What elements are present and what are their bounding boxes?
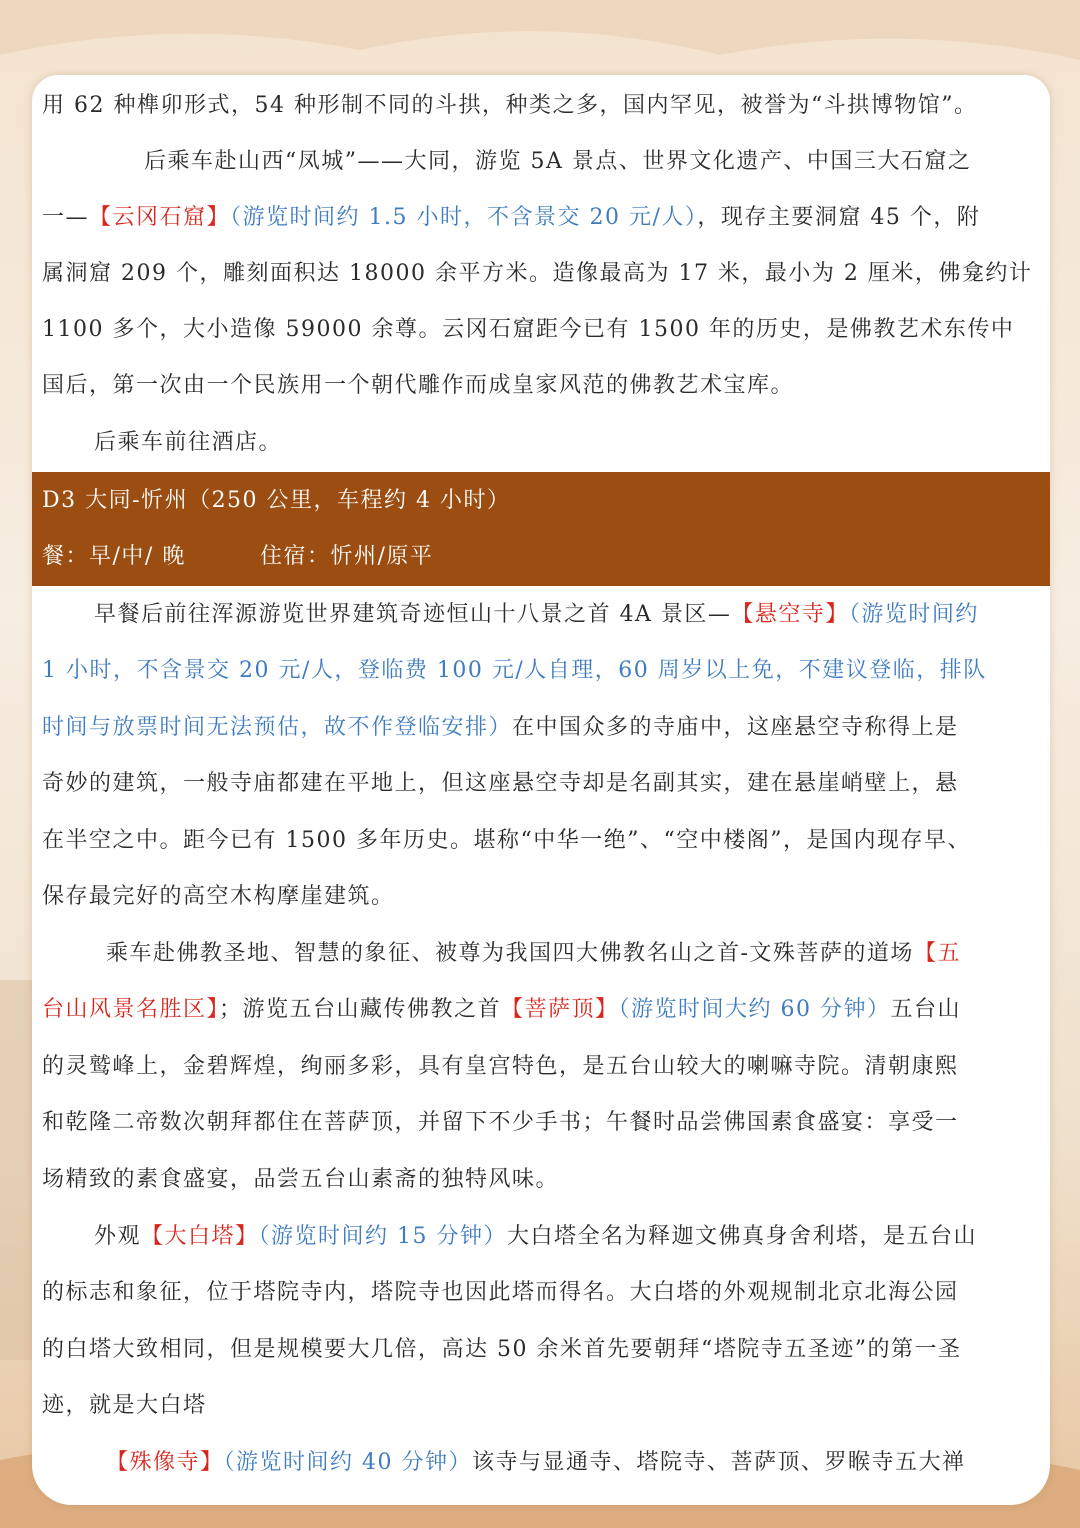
text-span: 外观 <box>94 1224 142 1249</box>
text-span: 一— <box>42 205 90 230</box>
attraction-wutaishan: 台山风景名胜区】 <box>42 997 220 1022</box>
paragraph-line: 的标志和象征，位于塔院寺内，塔院寺也因此塔而得名。大白塔的外观规制北京北海公园 <box>42 1280 959 1305</box>
paragraph-line <box>94 600 979 630</box>
paragraph-line <box>42 995 961 1025</box>
paragraph-line <box>106 1448 966 1478</box>
paragraph-line: 迹，就是大白塔 <box>42 1393 207 1418</box>
visit-time-note: （游览时间约 40 分钟） <box>223 1450 472 1475</box>
day3-header-band <box>32 472 1050 586</box>
paragraph-line: 后乘车前往酒店。 <box>94 430 283 455</box>
visit-time-note: （游览时间约 15 分钟） <box>258 1224 508 1249</box>
paragraph-line <box>42 203 980 233</box>
attraction-hanging-temple: 【悬空寺】 <box>731 602 849 627</box>
paragraph-line <box>94 1222 977 1252</box>
text-span: 乘车赴佛教圣地、智慧的象征、被尊为我国四大佛教名山之首-文殊菩萨的道场 <box>106 941 914 966</box>
paragraph-line: 属洞窟 209 个，雕刻面积达 18000 余平方米。造像最高为 17 米，最小为 2 厘米，佛龛约计 <box>42 261 1033 286</box>
attraction-shuxiang-temple: 【殊像寺】 <box>106 1450 224 1475</box>
day3-accommodation: 住宿：忻州/原平 <box>260 544 434 569</box>
text-span: 该寺与显通寺、塔院寺、菩萨顶、罗睺寺五大禅 <box>472 1450 966 1475</box>
day3-title: D3 大同-忻州（250 公里，车程约 4 小时） <box>42 488 511 513</box>
paragraph-line: 后乘车赴山西“凤城”——大同，游览 5A 景点、世界文化遗产、中国三大石窟之 <box>144 149 972 174</box>
text-span: 早餐后前往浑源游览世界建筑奇迹恒山十八景之首 4A 景区— <box>94 602 732 627</box>
itinerary-card <box>32 75 1050 1505</box>
attraction-wutaishan: 【五 <box>913 941 961 966</box>
visit-time-note: 时间与放票时间无法预估，故不作登临安排） <box>42 715 513 740</box>
paragraph-line: 国后，第一次由一个民族用一个朝代雕作而成皇家风范的佛教艺术宝库。 <box>42 373 795 398</box>
visit-time-note: （游览时间约 1.5 小时，不含景交 20 元/人） <box>230 205 698 230</box>
visit-time-note: （游览时间约 <box>848 602 979 627</box>
attraction-great-white-pagoda: 【大白塔】 <box>141 1224 259 1249</box>
paragraph-line: 用 62 种榫卯形式，54 种形制不同的斗拱，种类之多，国内罕见，被誉为“斗拱博物馆”。 <box>42 93 978 118</box>
day3-meals: 餐：早/中/ 晚 <box>42 544 186 569</box>
text-span: 在中国众多的寺庙中，这座悬空寺称得上是 <box>512 715 959 740</box>
attraction-yungang-grottoes: 【云冈石窟】 <box>89 205 231 230</box>
paragraph-line: 奇妙的建筑，一般寺庙都建在平地上，但这座悬空寺却是名副其实，建在悬崖峭壁上，悬 <box>42 771 959 796</box>
visit-time-note: 1 小时，不含景交 20 元/人，登临费 100 元/人自理，60 周岁以上免，不建议登临，排队 <box>42 658 987 683</box>
top-cloud-pattern <box>0 0 1080 60</box>
paragraph-line <box>106 939 961 969</box>
visit-time-note: （游览时间大约 60 分钟） <box>618 997 891 1022</box>
paragraph-line: 1100 多个，大小造像 59000 余尊。云冈石窟距今已有 1500 年的历史，是佛教艺术东传中 <box>42 317 1015 342</box>
paragraph-line: 的灵鹫峰上，金碧辉煌，绚丽多彩，具有皇宫特色，是五台山较大的喇嘛寺院。清朝康熙 <box>42 1054 959 1079</box>
paragraph-line: 在半空之中。距今已有 1500 多年历史。堪称“中华一绝”、“空中楼阁”，是国内现存早、 <box>42 828 971 853</box>
text-span: 大白塔全名为释迦文佛真身舍利塔，是五台山 <box>507 1224 978 1249</box>
attraction-pusading: 【菩萨顶】 <box>501 997 619 1022</box>
paragraph-line: 的白塔大致相同，但是规模要大几倍，高达 50 余米首先要朝拜“塔院寺五圣迹”的第一圣 <box>42 1337 962 1362</box>
text-span: ；游览五台山藏传佛教之首 <box>219 997 502 1022</box>
paragraph-line: 和乾隆二帝数次朝拜都住在菩萨顶，并留下不少手书；午餐时品尝佛国素食盛宴：享受一 <box>42 1110 959 1135</box>
paragraph-line: 场精致的素食盛宴，品尝五台山素斋的独特风味。 <box>42 1167 560 1192</box>
paragraph-line: 保存最完好的高空木构摩崖建筑。 <box>42 884 395 909</box>
text-span: 五台山 <box>890 997 962 1022</box>
text-span: ，现存主要洞窟 45 个，附 <box>697 205 981 230</box>
paragraph-line <box>42 713 959 743</box>
